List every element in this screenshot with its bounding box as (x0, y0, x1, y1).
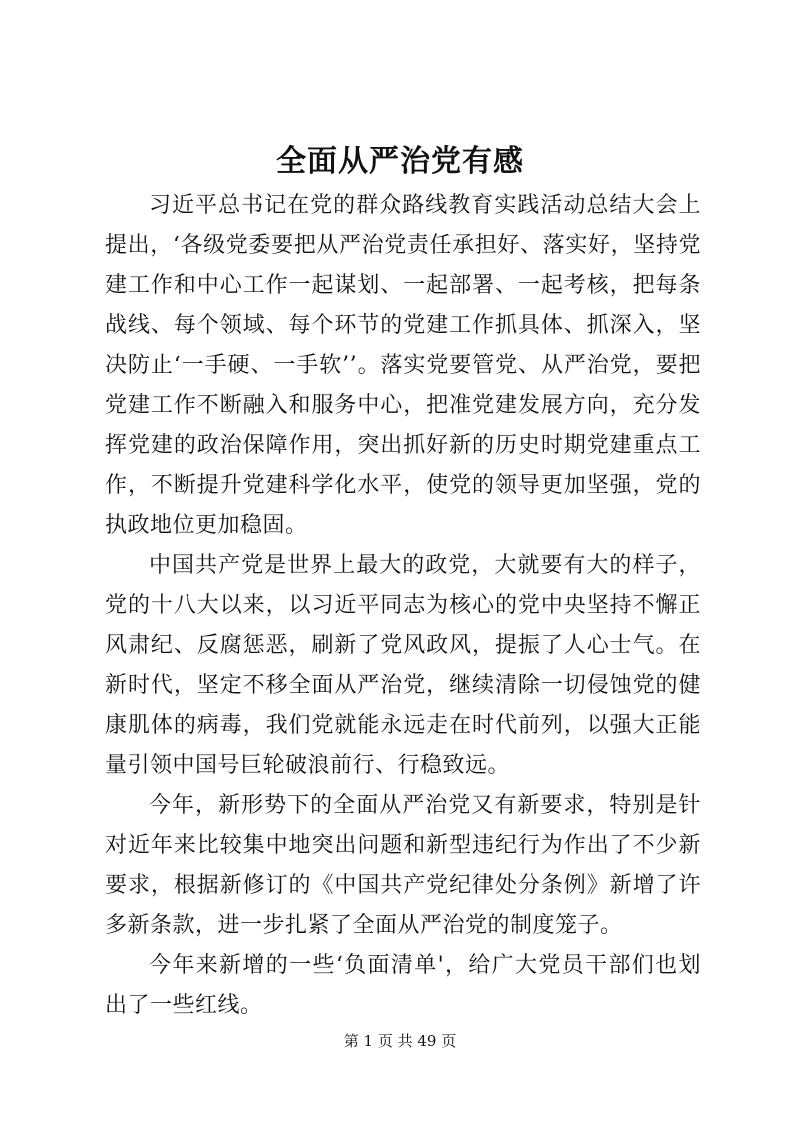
page-number-footer: 第 1 页 共 49 页 (343, 1032, 457, 1050)
paragraph-1: 习近平总书记在党的群众路线教育实践活动总结大会上提出，‘各级党委要把从严治党责任承担好、落实好，坚持党建工作和中心工作一起谋划、一起部署、一起考核，把每条战线、每个领域、每个环节的党建工作抓具体、抓深入，坚决防止‘一手硬、一手软’’。落实党要管党、从严治党，要把党建工作不断融入和服务中心，把准党建发展方向，充分发挥党建的政治保障作用，突出抓好新的历史时期党建重点工作，不断提升党建科学化水平，使党的领导更加坚强，党的执政地位更加稳固。 (105, 193, 701, 538)
page-title: 全面从严治党有感 (276, 144, 524, 179)
document-body (105, 186, 701, 1026)
paragraph-3: 今年，新形势下的全面从严治党又有新要求，特别是针对近年来比较集中地突出问题和新型违纪行为作出了不少新要求，根据新修订的《中国共产党纪律处分条例》新增了许多新条款，进一步扎紧了全面从严治党的制度笼子。 (105, 793, 701, 938)
paragraph-4: 今年来新增的一些‘负面清单'，给广大党员干部们也划出了一些红线。 (105, 953, 701, 1018)
paragraph-2: 中国共产党是世界上最大的政党，大就要有大的样子，党的十八大以来，以习近平同志为核心的党中央坚持不懈正风肃纪、反腐惩恶，刷新了党风政风，提振了人心士气。在新时代，坚定不移全面从严治党，继续清除一切侵蚀党的健康肌体的病毒，我们党就能永远走在时代前列，以强大正能量引领中国号巨轮破浪前行、行稳致远。 (105, 553, 701, 778)
